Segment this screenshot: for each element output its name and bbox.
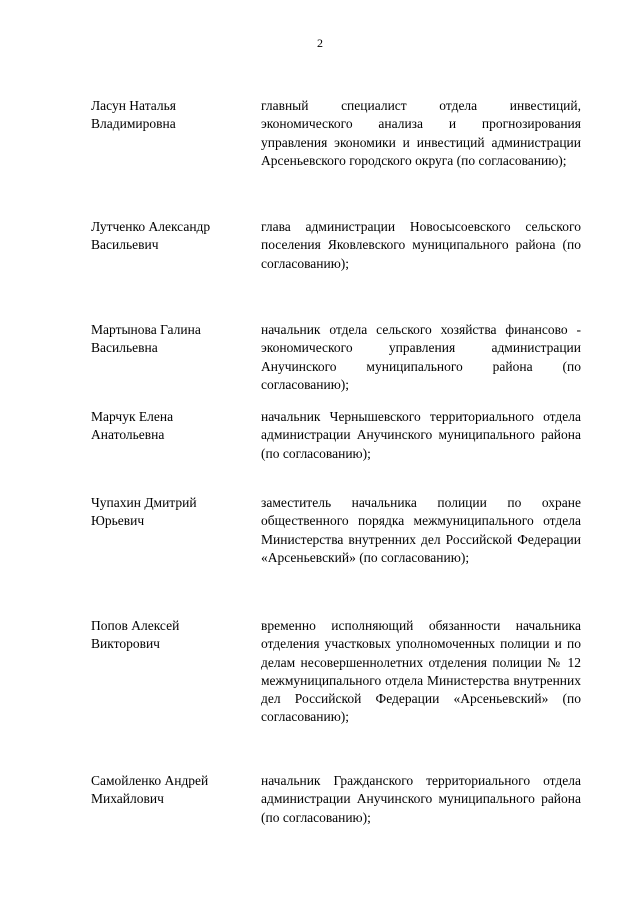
member-role: заместитель начальника полиции по охране общественного порядка межмуниципального отдела Министерства внутренних дел Российской Федерации «Арсеньевский» (по согласованию); xyxy=(261,495,581,565)
member-role: главный специалист отдела инвестиций, экономического анализа и прогнозирования управления экономики и инвестиций администрации Арсеньевского городского округа (по согласованию); xyxy=(261,98,581,168)
member-name: Марчук Елена Анатольевна xyxy=(91,409,174,443)
member-name: Лутченко Александр Васильевич xyxy=(91,219,211,253)
member-role: начальник Чернышевского территориального отдела администрации Анучинского муниципального района (по согласованию); xyxy=(261,409,581,461)
member-name: Ласун Наталья Владимировна xyxy=(91,98,176,132)
member-name: Чупахин Дмитрий Юрьевич xyxy=(91,495,197,529)
member-role: временно исполняющий обязанности начальника отделения участковых уполномоченных полиции и по делам несовершеннолетних отделения полиции № 12 межмуниципального отдела Министерства внутренних дел Российской Федерации «Арсеньевский» (по согласованию); xyxy=(261,618,581,725)
member-name: Попов Алексей Викторович xyxy=(91,618,180,652)
member-name: Самойленко Андрей Михайлович xyxy=(91,773,209,807)
page-number: 2 xyxy=(317,36,323,50)
member-role: начальник отдела сельского хозяйства финансово - экономического управления администрации Анучинского муниципального района (по согласованию); xyxy=(261,322,581,392)
member-role: начальник Гражданского территориального отдела администрации Анучинского муниципального района (по согласованию); xyxy=(261,773,581,825)
member-name: Мартынова Галина Васильевна xyxy=(91,322,201,356)
member-role: глава администрации Новосысоевского сельского поселения Яковлевского муниципального района (по согласованию); xyxy=(261,219,581,271)
